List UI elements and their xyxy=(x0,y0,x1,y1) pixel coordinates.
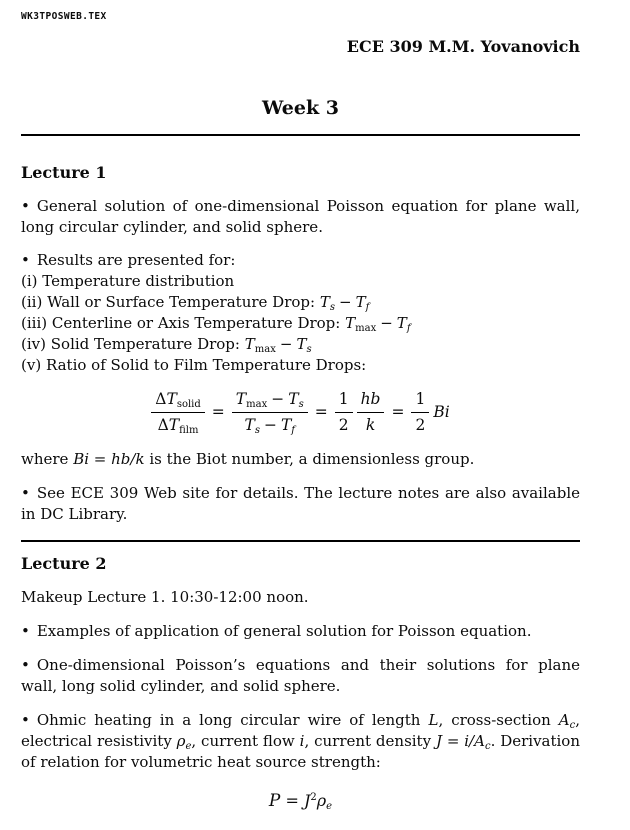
half-biot: $\frac{1}{2}$ Bi xyxy=(411,389,449,436)
list-item xyxy=(21,334,580,355)
item-label: (iv) xyxy=(21,335,46,353)
bullet-icon: • xyxy=(21,622,30,640)
delta-t-ratio-fraction: $\frac{\Delta T_{solid}}{\Delta T_{film}}$ xyxy=(151,389,205,436)
list-item xyxy=(21,271,580,292)
bullet-icon: • xyxy=(21,484,30,502)
lecture1-general-text: General solution of one-dimensional Poisson equation for plane wall, long circular cylinder, and solid sphere. xyxy=(21,197,580,236)
item-math: $T_{max} - T_s$ xyxy=(244,335,312,355)
ohmic-heating-paragraph: • Ohmic heating in a long circular wire of length L, cross-section $A_c$, electrical resistivity $\rho_e$, current flow i, current density $J = i/A_c$. Derivation of relation for volumetric heat source strength: xyxy=(21,711,581,771)
examples-text: Examples of application of general solution for Poisson equation. xyxy=(36,622,532,640)
item-math: $T_{max} - T_f$ xyxy=(345,314,411,334)
one-dimensional-text: One-dimensional Poisson’s equations and their solutions for plane wall, long solid cylinder, and solid sphere. xyxy=(21,656,580,695)
page-title: Week 3 xyxy=(262,97,339,119)
item-math: $T_s - T_f$ xyxy=(319,293,370,313)
equals-sign: = xyxy=(211,403,225,421)
temperature-drop-fraction: $\frac{T_{max} - T_s}{T_s - T_f}$ xyxy=(232,389,308,436)
item-text: Centerline or Axis Temperature Drop: xyxy=(51,314,341,332)
list-item xyxy=(21,292,580,313)
bullet-icon: • xyxy=(21,711,30,729)
biot-definition-line: where Bi = hb/k is the Biot number, a dimensionless group. xyxy=(21,450,475,468)
see-website-paragraph xyxy=(21,483,580,525)
bullet-icon: • xyxy=(21,656,30,674)
results-list xyxy=(21,250,580,376)
equals-sign: = xyxy=(391,403,405,421)
item-text: Ratio of Solid to Film Temperature Drops: xyxy=(45,356,367,374)
half-hb-over-k: $\frac{1}{2}$ $\frac{hb}{k}$ xyxy=(335,389,385,436)
filename-label: WK3TPOSWEB.TEX xyxy=(21,11,107,22)
results-intro-line xyxy=(21,250,580,271)
lecture1-general-paragraph xyxy=(21,196,580,238)
lecture1-heading: Lecture 1 xyxy=(21,163,107,182)
item-text: Solid Temperature Drop: xyxy=(50,335,240,353)
temperature-ratio-equation xyxy=(21,389,580,436)
equals-sign: = xyxy=(314,403,328,421)
cross-section-math: $A_c$ xyxy=(558,711,576,731)
lecture2-heading: Lecture 2 xyxy=(21,554,107,573)
horizontal-rule-top xyxy=(21,134,580,136)
power-equation: $P = J^2\rho_e$ xyxy=(268,791,333,812)
resistivity-math: $\rho_e$ xyxy=(176,732,192,752)
item-label: (ii) xyxy=(21,293,43,311)
results-intro-text: Results are presented for: xyxy=(36,251,236,269)
makeup-lecture-line: Makeup Lecture 1. 10:30-12:00 noon. xyxy=(21,588,309,606)
script-p-symbol: P xyxy=(268,791,281,811)
course-author-header: ECE 309 M.M. Yovanovich xyxy=(346,37,580,56)
item-label: (i) xyxy=(21,272,38,290)
item-label: (v) xyxy=(21,356,42,374)
examples-paragraph xyxy=(21,621,580,642)
current-density-math: $J = i/A_c$ xyxy=(435,732,491,752)
list-item xyxy=(21,313,580,334)
item-text: Wall or Surface Temperature Drop: xyxy=(47,293,316,311)
bullet-icon: • xyxy=(21,197,30,215)
horizontal-rule-middle xyxy=(21,540,580,542)
bullet-icon: • xyxy=(21,251,30,269)
one-dimensional-paragraph xyxy=(21,655,580,697)
item-label: (iii) xyxy=(21,314,48,332)
list-item xyxy=(21,355,580,376)
see-website-text: See ECE 309 Web site for details. The lecture notes are also available in DC Library. xyxy=(21,484,580,523)
item-text: Temperature distribution xyxy=(42,272,235,290)
